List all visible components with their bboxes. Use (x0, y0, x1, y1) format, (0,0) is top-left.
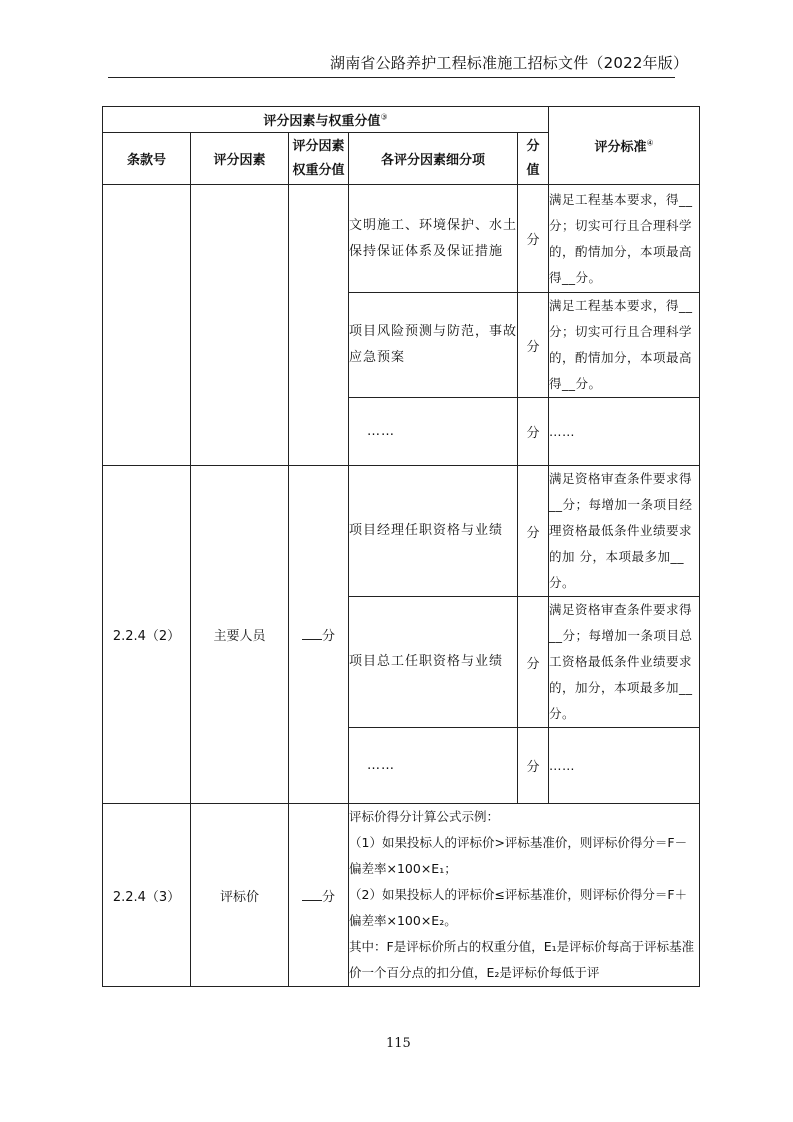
table-row (103, 804, 700, 987)
standard-cell: …… (549, 728, 700, 804)
formula-line: 其中：F是评标价所占的权重分值，E₁是评标价每高于评标基准价一个百分点的扣分值，E₂是评标价每低于评 (349, 939, 695, 980)
factor-cell: 主要人员 (191, 466, 289, 804)
clause-cell-empty (103, 185, 191, 466)
standard-cell: 满足工程基本要求，得__分；切实可行且合理科学的，酌情加分，本项最高得__分。 (549, 185, 700, 293)
group-header (103, 107, 549, 133)
document-header-title: 湖南省公路养护工程标准施工招标文件（2022年版） (330, 54, 689, 72)
standard-cell: 满足资格审查条件要求得__分；每增加一条项目总工资格最低条件业绩要求的，加分，本项最多加__分。 (549, 597, 700, 728)
col-header-subitem: 各评分因素细分项 (349, 133, 518, 185)
score-cell: 分 (518, 466, 549, 597)
subitem-cell: …… (349, 398, 518, 466)
formula-line: （2）如果投标人的评标价≤评标基准价，则评标价得分＝F＋偏差率×100×E₂。 (349, 887, 688, 928)
col-header-score-line2: 值 (526, 162, 540, 178)
score-cell: 分 (518, 597, 549, 728)
header-rule (108, 77, 675, 78)
table-row (103, 185, 700, 293)
clause-cell: 2.2.4（2） (103, 466, 191, 804)
formula-cell (349, 804, 700, 987)
page-number: 115 (386, 1036, 411, 1051)
weight-unit: 分 (321, 889, 335, 905)
weight-cell (289, 466, 349, 804)
score-cell: 分 (518, 398, 549, 466)
factor-cell: 评标价 (191, 804, 289, 987)
group-header-note: ③ (380, 112, 388, 122)
weight-blank (302, 627, 322, 640)
subitem-cell: 文明施工、环境保护、水土保持保证体系及保证措施 (349, 185, 518, 293)
formula-line: （1）如果投标人的评标价>评标基准价，则评标价得分＝F－偏差率×100×E₁； (349, 835, 688, 876)
standard-cell: 满足工程基本要求，得__分；切实可行且合理科学的，酌情加分，本项最高得__分。 (549, 293, 700, 398)
col-header-factor: 评分因素 (191, 133, 289, 185)
standard-header-note: ④ (646, 138, 654, 148)
col-header-score (518, 133, 549, 185)
weight-cell (289, 804, 349, 987)
group-header-label: 评分因素与权重分值 (263, 114, 381, 129)
factor-cell-empty (191, 185, 289, 466)
col-header-score-line1: 分 (526, 138, 540, 154)
subitem-cell: …… (349, 728, 518, 804)
col-header-weight-line2: 权重分值 (292, 162, 345, 178)
col-header-weight (289, 133, 349, 185)
weight-blank (302, 888, 322, 901)
score-cell: 分 (518, 728, 549, 804)
standard-cell: 满足资格审查条件要求得__分；每增加一条项目经理资格最低条件业绩要求的加 分，本项最多加__分。 (549, 466, 700, 597)
weight-cell-empty (289, 185, 349, 466)
standard-header-label: 评分标准 (594, 140, 647, 155)
score-cell: 分 (518, 185, 549, 293)
standard-header (549, 107, 700, 185)
subitem-cell: 项目风险预测与防范，事故应急预案 (349, 293, 518, 398)
formula-line: 评标价得分计算公式示例： (349, 809, 500, 824)
col-header-weight-line1: 评分因素 (292, 138, 345, 154)
score-cell: 分 (518, 293, 549, 398)
subitem-cell: 项目经理任职资格与业绩 (349, 466, 518, 597)
subitem-cell: 项目总工任职资格与业绩 (349, 597, 518, 728)
col-header-clause: 条款号 (103, 133, 191, 185)
weight-unit: 分 (321, 629, 335, 644)
clause-cell: 2.2.4（3） (103, 804, 191, 987)
scoring-table (102, 106, 700, 987)
standard-cell: …… (549, 398, 700, 466)
table-row (103, 466, 700, 597)
